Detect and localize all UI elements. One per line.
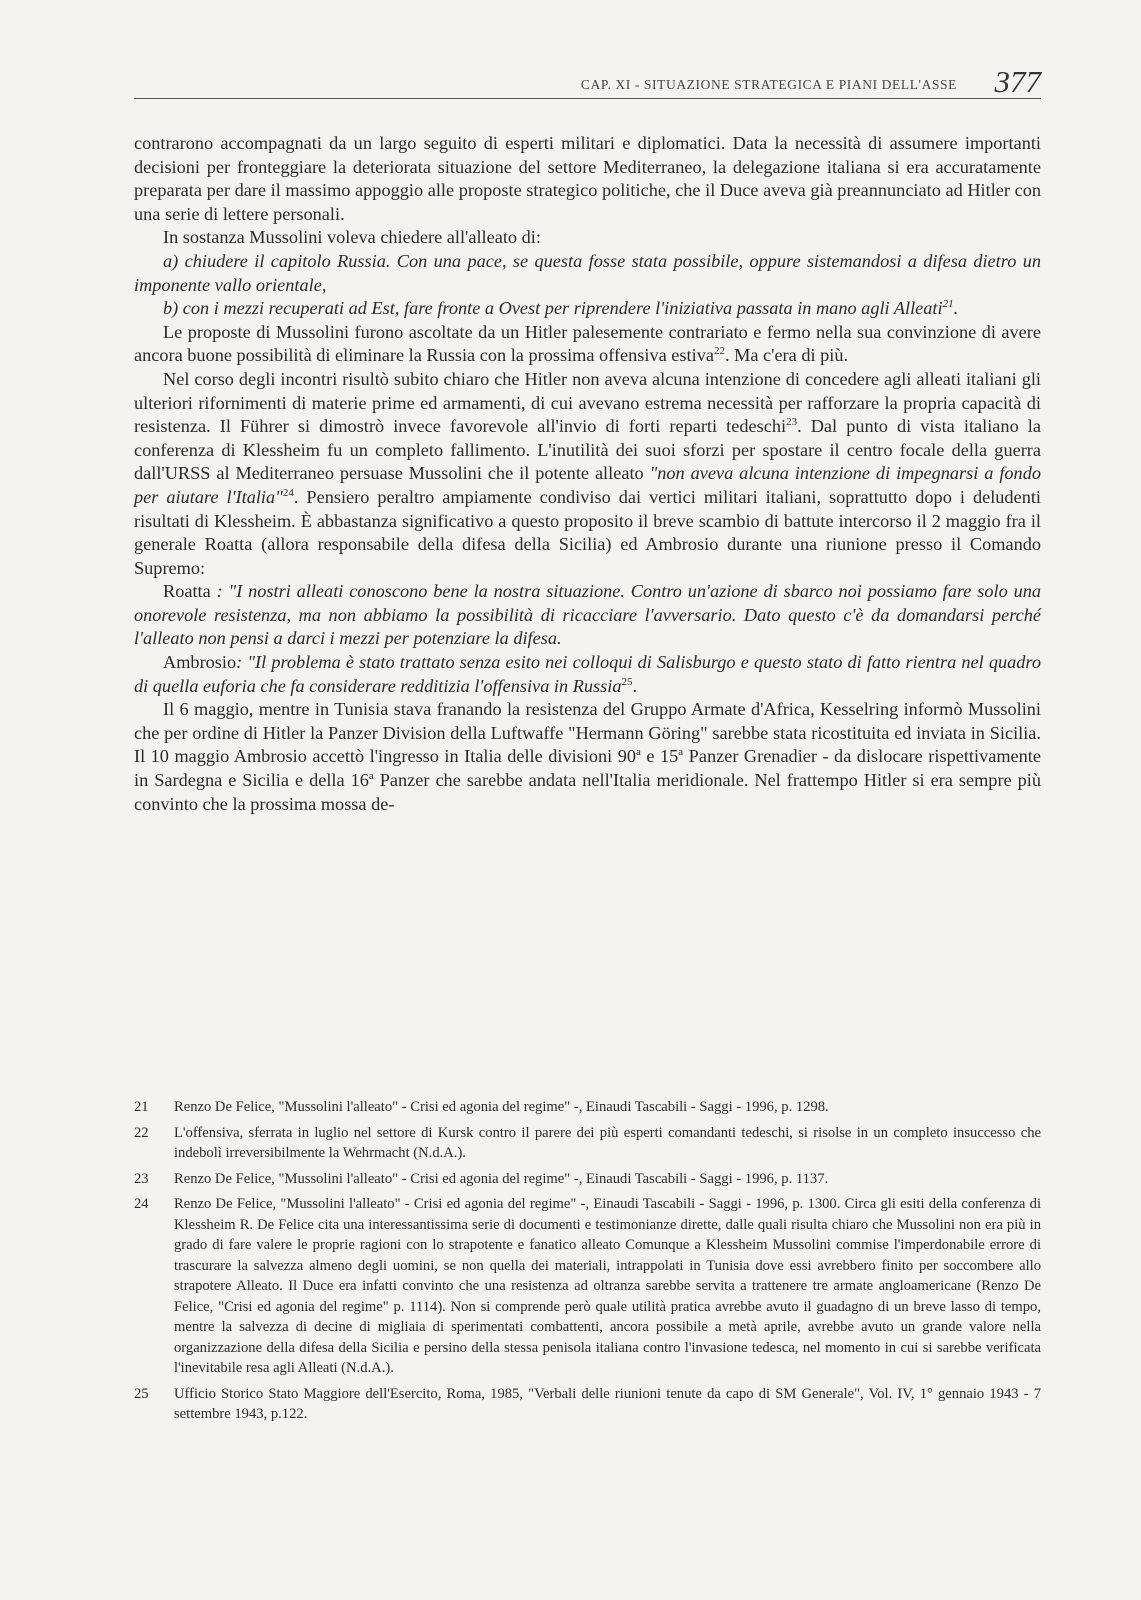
footnote	[134, 1097, 1041, 1118]
page-number: 377	[994, 64, 1041, 99]
footnote-ref: 23	[786, 416, 798, 429]
paragraph: Le proposte di Mussolini furono ascoltate da un Hitler palesemente contrariato e fermo nella sua convinzione di avere ancora buone possibilità di eliminare la Russia con la prossima offensiva estiva$^{22}$. Ma c'era di più.	[134, 321, 1041, 366]
footnote-number: 22	[134, 1124, 149, 1141]
paragraph: Il 6 maggio, mentre in Tunisia stava franando la resistenza del Gruppo Armate d'Africa, Kesselring informò Mussolini che per ordine di Hitler la Panzer Division della Luftwaffe "Hermann Göring" sarebbe stata ricostituita ed inviata in Sicilia. Il 10 maggio Ambrosio accettò l'ingresso in Italia delle divisioni 90$^a$ e 15$^a$ Panzer Grenadier - da dislocare rispettivamente in Sardegna e Sicilia e della 16$^a$ Panzer che sarebbe andata nell'Italia meridionale. Nel frattempo Hitler si era sempre più convinto che la prossima mossa de-	[134, 699, 1041, 814]
footnote	[134, 1123, 1041, 1164]
superscript: a	[368, 769, 374, 782]
footnote-ref: 24	[282, 486, 294, 499]
dialogue-ambrosio: Ambrosio: "Il problema è stato trattato senza esito nei colloqui di Salisburgo e questo stato di fatto rientra nel quadro di quella euforia che fa considerare redditizia l'offensiva in Russia$^{25}$.	[134, 652, 1041, 696]
footnote	[134, 1384, 1041, 1425]
footnote-text: Renzo De Felice, "Mussolini l'alleato" - Crisi ed agonia del regime" -, Einaudi Tascabili - Saggi - 1996, p. 1298.	[174, 1099, 829, 1115]
footnote-text: Ufficio Storico Stato Maggiore dell'Esercito, Roma, 1985, "Verbali delle riunioni tenute da capo di SM Generale", Vol. IV, 1° gennaio 1943 - 7 settembre 1943, p.122.	[174, 1385, 1041, 1422]
paragraph: contrarono accompagnati da un largo seguito di esperti militari e diplomatici. Data la necessità di assumere importanti decisioni per fronteggiare la deteriorata situazione del settore Mediterraneo, la delegazione italiana si era accuratamente preparata per dare il massimo appoggio alle proposte strategico politiche, che il Duce aveva già preannunciato ad Hitler con una serie di lettere personali.	[134, 133, 1041, 224]
chapter-title: CAP. XI - SITUAZIONE STRATEGICA E PIANI DELL'ASSE	[580, 77, 957, 92]
superscript: a	[636, 746, 641, 759]
paragraph: In sostanza Mussolini voleva chiedere all'alleato di:	[163, 227, 541, 248]
footnote-ref: 25	[621, 675, 633, 688]
footnote-text: L'offensiva, sferrata in luglio nel settore di Kursk contro il parere dei più esperti comandanti tedeschi, si risolse in un completo insuccesso che indebolì irreversibilmente la Wehrmacht (N.d.A.).	[174, 1124, 1041, 1161]
footnote-text: Renzo De Felice, "Mussolini l'alleato" - Crisi ed agonia del regime" -, Einaudi Tascabili - Saggi - 1996, p. 1300. Circa gli esiti della conferenza di Klessheim R. De Felice cita una interessantissima serie di documenti e testimonianze dirette, dalle quali risulta chiaro che Mussolini non era più in grado di fare valere le proprie ragioni con lo strapotente e fanatico alleato Comunque a Klessheim Mussolini commise l'imperdonabile errore di trascurare la salvezza almeno degli uomini, se non quella dei materiali, intrappolati in Tunisia dove essi avrebbero finito per soccombere allo strapotere Alleato. Il Duce era infatti convinto che una resistenza ad oltranza sarebbe servita a trattenere tre armate angloamericane (Renzo De Felice, "Crisi ed agonia del regime" p. 1114). Non si comprende però quale utilità pratica avrebbe avuto il guadagno di un breve lasso di tempo, mentre la salvezza di decine di migliaia di sperimentati combattenti, ancora possibile a metà aprile, avrebbe avuto un grande valore nella organizzazione della difesa della Sicilia e persino della stessa penisola italiana contro l'invasione tedesca, nel momento in cui si sarebbe verificata l'inevitabile resa agli Alleati (N.d.A.).	[174, 1196, 1041, 1376]
paragraph: Nel corso degli incontri risultò subito chiaro che Hitler non aveva alcuna intenzione di concedere agli alleati italiani gli ulteriori rifornimenti di materie prime ed armamenti, di cui avevano estrema necessità per rafforzare la propria capacità di resistenza. Il Führer si dimostrò invece favorevole all'invio di forti reparti tedeschi$^{23}$. Dal punto di vista italiano la conferenza di Klessheim fu un completo fallimento. L'inutilità dei suoi sforzi per spostare il centro focale della guerra dall'URSS al Mediterraneo persuase Mussolini che il potente alleato "non aveva alcuna intenzione di impegnarsi a fondo per aiutare l'Italia"$^{24}$. Pensiero peraltro ampiamente condiviso dai vertici militari italiani, soprattutto dopo i deludenti risultati di Klessheim. È abbastanza significativo a questo proposito il breve scambio di battute intercorso il 2 maggio fra il generale Roatta (allora responsabile della difesa della Sicilia) ed Ambrosio durante una riunione presso il Comando Supremo:	[134, 368, 1041, 578]
dialogue-roatta	[134, 580, 1041, 651]
speaker-name: Roatta	[163, 581, 211, 602]
footnote-number: 25	[134, 1385, 149, 1402]
quotation: : "I nostri alleati conoscono bene la nostra situazione. Contro un'azione di sbarco noi possiamo fare solo una onorevole resistenza, ma non abbiamo la possibilità di ricacciare l'avversario. Dato questo c'è da domandarsi perché l'alleato non pensi a darci i mezzi per potenziare la difesa.	[134, 581, 1041, 649]
quotation: "non aveva alcuna intenzione di impegnarsi a fondo per aiutare l'Italia"	[134, 463, 1041, 507]
quotation: : "Il problema è stato trattato senza esito nei colloqui di Salisburgo e questo stato di fatto rientra nel quadro di quella euforia che fa considerare redditizia l'offensiva in Russia	[134, 652, 1041, 696]
footnote-ref: 21	[942, 298, 954, 311]
footnote	[134, 1194, 1041, 1379]
footnote-number: 24	[134, 1196, 149, 1212]
footnote	[134, 1169, 1041, 1190]
superscript: a	[678, 746, 684, 759]
footnote-ref: 22	[713, 345, 725, 358]
list-item: a) chiudere il capitolo Russia. Con una pace, se questa fosse stata possibile, oppure sistemandosi a difesa dietro un imponente vallo orientale,	[134, 250, 1041, 295]
footnote-number: 21	[134, 1099, 149, 1115]
speaker-name: Ambrosio	[163, 652, 237, 673]
footnote-number: 23	[134, 1170, 149, 1187]
list-item: b) con i mezzi recuperati ad Est, fare fronte a Ovest per riprendere l'iniziativa passata in mano agli Alleati$^{21}$.	[163, 298, 959, 319]
running-header	[134, 64, 1041, 99]
main-text	[134, 132, 1041, 816]
footnote-text: Renzo De Felice, "Mussolini l'alleato" - Crisi ed agonia del regime" -, Einaudi Tascabili - Saggi - 1996, p. 1137.	[174, 1170, 829, 1187]
footnotes	[134, 1097, 1041, 1430]
